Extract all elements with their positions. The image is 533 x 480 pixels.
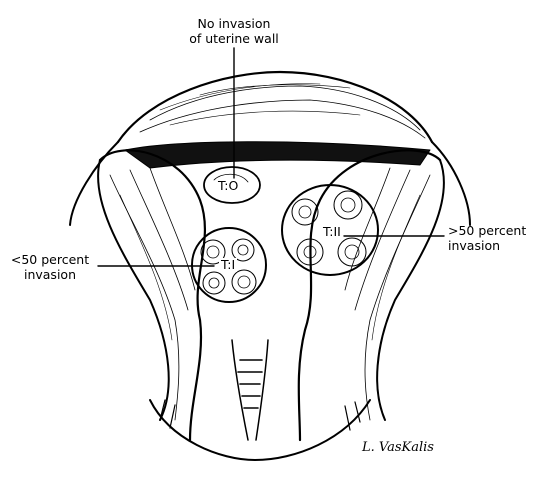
left-uterine-wall bbox=[100, 150, 205, 440]
cervical-canal bbox=[232, 340, 248, 440]
label-less-50-line2: invasion bbox=[23, 267, 76, 282]
label-no-invasion-line2: of uterine wall bbox=[189, 31, 279, 46]
label-greater-50 bbox=[448, 223, 530, 253]
label-no-invasion-line1: No invasion bbox=[197, 16, 271, 31]
artist-signature: L. VasKalis bbox=[362, 440, 434, 455]
fundus-outline bbox=[118, 72, 432, 142]
tag-t0: T:O bbox=[218, 178, 239, 193]
label-less-50 bbox=[6, 252, 94, 282]
label-less-50-line1: <50 percent bbox=[10, 252, 90, 267]
label-greater-50-line1: >50 percent bbox=[448, 223, 527, 238]
label-greater-50-line2: invasion bbox=[448, 238, 501, 253]
tag-t2: T:II bbox=[323, 224, 341, 239]
right-uterine-wall bbox=[299, 150, 440, 440]
tag-t1: T:I bbox=[221, 257, 236, 272]
label-no-invasion bbox=[186, 16, 282, 46]
